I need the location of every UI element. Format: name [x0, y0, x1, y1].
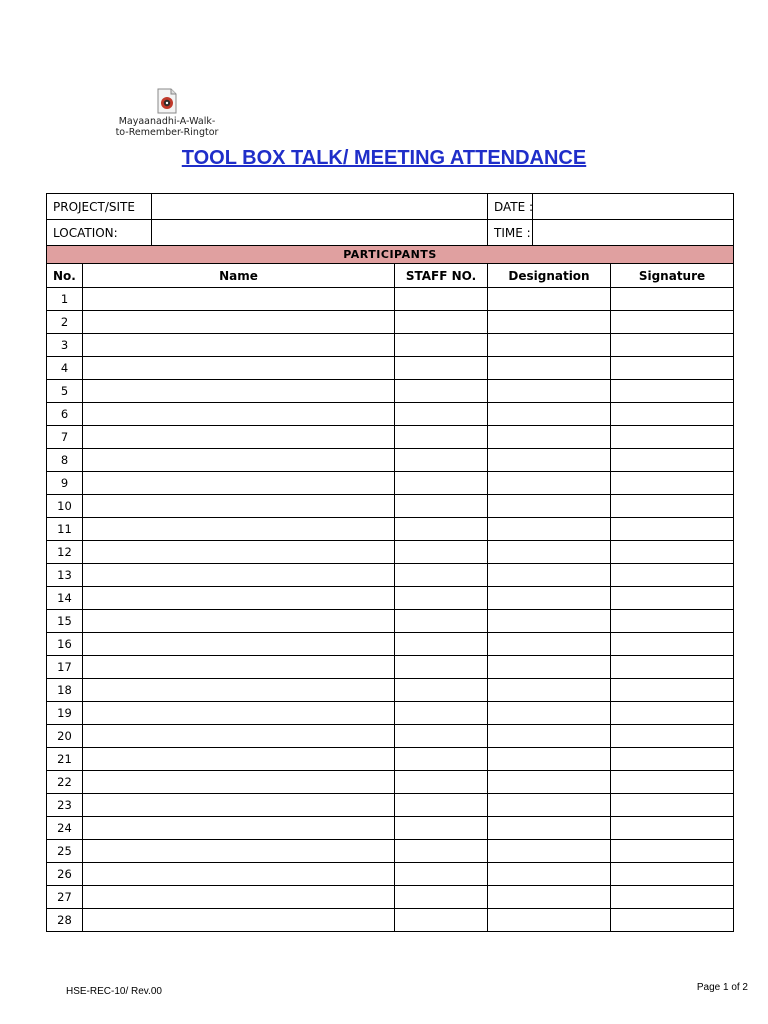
- designation-cell[interactable]: [488, 495, 611, 518]
- table-row: [47, 679, 734, 702]
- col-header-staff-no: STAFF NO.: [395, 264, 488, 288]
- name-cell[interactable]: [83, 449, 395, 472]
- col-header-signature: Signature: [611, 264, 734, 288]
- designation-cell[interactable]: [488, 587, 611, 610]
- attendance-table: [46, 193, 734, 932]
- name-cell[interactable]: [83, 541, 395, 564]
- row-number: 18: [47, 679, 83, 702]
- staff-no-cell[interactable]: [395, 817, 488, 840]
- table-row: [47, 771, 734, 794]
- staff-no-cell[interactable]: [395, 886, 488, 909]
- column-header-row: [47, 264, 734, 288]
- staff-no-cell[interactable]: [395, 403, 488, 426]
- table-row: [47, 840, 734, 863]
- table-row: [47, 403, 734, 426]
- name-cell[interactable]: [83, 748, 395, 771]
- col-header-name: Name: [83, 264, 395, 288]
- signature-cell[interactable]: [611, 518, 734, 541]
- designation-cell[interactable]: [488, 748, 611, 771]
- row-number: 15: [47, 610, 83, 633]
- audio-file-icon: [156, 88, 178, 114]
- staff-no-cell[interactable]: [395, 564, 488, 587]
- designation-cell[interactable]: [488, 518, 611, 541]
- date-label: DATE :: [488, 194, 533, 220]
- name-cell[interactable]: [83, 518, 395, 541]
- row-number: 14: [47, 587, 83, 610]
- row-number: 16: [47, 633, 83, 656]
- page-number: Page 1 of 2: [696, 982, 748, 993]
- designation-cell[interactable]: [488, 472, 611, 495]
- name-cell[interactable]: [83, 495, 395, 518]
- staff-no-cell[interactable]: [395, 656, 488, 679]
- row-number: 3: [47, 334, 83, 357]
- designation-cell[interactable]: [488, 771, 611, 794]
- staff-no-cell[interactable]: [395, 633, 488, 656]
- designation-cell[interactable]: [488, 840, 611, 863]
- signature-cell[interactable]: [611, 449, 734, 472]
- row-number: 7: [47, 426, 83, 449]
- table-row: [47, 817, 734, 840]
- designation-cell[interactable]: [488, 288, 611, 311]
- staff-no-cell[interactable]: [395, 679, 488, 702]
- table-row: [47, 288, 734, 311]
- table-row: [47, 449, 734, 472]
- staff-no-cell[interactable]: [395, 909, 488, 932]
- table-row: [47, 725, 734, 748]
- row-number: 11: [47, 518, 83, 541]
- name-cell[interactable]: [83, 679, 395, 702]
- name-cell[interactable]: [83, 633, 395, 656]
- signature-cell[interactable]: [611, 817, 734, 840]
- name-cell[interactable]: [83, 840, 395, 863]
- table-row: [47, 794, 734, 817]
- signature-cell[interactable]: [611, 702, 734, 725]
- staff-no-cell[interactable]: [395, 288, 488, 311]
- signature-cell[interactable]: [611, 794, 734, 817]
- signature-cell[interactable]: [611, 725, 734, 748]
- designation-cell[interactable]: [488, 449, 611, 472]
- signature-cell[interactable]: [611, 886, 734, 909]
- row-number: 17: [47, 656, 83, 679]
- attachment[interactable]: [112, 88, 222, 138]
- time-field[interactable]: [533, 220, 734, 246]
- location-field[interactable]: [152, 220, 488, 246]
- staff-no-cell[interactable]: [395, 587, 488, 610]
- name-cell[interactable]: [83, 817, 395, 840]
- name-cell[interactable]: [83, 909, 395, 932]
- signature-cell[interactable]: [611, 334, 734, 357]
- row-number: 9: [47, 472, 83, 495]
- name-cell[interactable]: [83, 426, 395, 449]
- table-row: [47, 495, 734, 518]
- staff-no-cell[interactable]: [395, 702, 488, 725]
- row-number: 5: [47, 380, 83, 403]
- row-number: 28: [47, 909, 83, 932]
- staff-no-cell[interactable]: [395, 771, 488, 794]
- designation-cell[interactable]: [488, 633, 611, 656]
- name-cell[interactable]: [83, 587, 395, 610]
- row-number: 23: [47, 794, 83, 817]
- table-row: [47, 380, 734, 403]
- signature-cell[interactable]: [611, 288, 734, 311]
- table-row: [47, 587, 734, 610]
- col-header-no: No.: [47, 264, 83, 288]
- table-row: [47, 633, 734, 656]
- designation-cell[interactable]: [488, 794, 611, 817]
- table-row: [47, 886, 734, 909]
- doc-code: HSE-REC-10/ Rev.00: [66, 986, 162, 997]
- name-cell[interactable]: [83, 380, 395, 403]
- designation-cell[interactable]: [488, 403, 611, 426]
- name-cell[interactable]: [83, 288, 395, 311]
- staff-no-cell[interactable]: [395, 518, 488, 541]
- table-row: [47, 702, 734, 725]
- designation-cell[interactable]: [488, 725, 611, 748]
- table-row: [47, 610, 734, 633]
- page-title: TOOL BOX TALK/ MEETING ATTENDANCE: [181, 147, 587, 169]
- designation-cell[interactable]: [488, 886, 611, 909]
- attachment-caption-line1: Mayaanadhi-A-Walk-: [118, 116, 216, 127]
- signature-cell[interactable]: [611, 909, 734, 932]
- time-label: TIME :: [488, 220, 533, 246]
- staff-no-cell[interactable]: [395, 725, 488, 748]
- staff-no-cell[interactable]: [395, 748, 488, 771]
- table-row: [47, 541, 734, 564]
- project-field[interactable]: [152, 194, 488, 220]
- signature-cell[interactable]: [611, 748, 734, 771]
- row-number: 6: [47, 403, 83, 426]
- participants-header-row: [47, 246, 734, 264]
- info-row-location: [47, 220, 734, 246]
- table-row: [47, 564, 734, 587]
- name-cell[interactable]: [83, 771, 395, 794]
- row-number: 27: [47, 886, 83, 909]
- row-number: 1: [47, 288, 83, 311]
- designation-cell[interactable]: [488, 334, 611, 357]
- designation-cell[interactable]: [488, 357, 611, 380]
- table-row: [47, 656, 734, 679]
- signature-cell[interactable]: [611, 472, 734, 495]
- col-header-designation: Designation: [488, 264, 611, 288]
- staff-no-cell[interactable]: [395, 541, 488, 564]
- staff-no-cell[interactable]: [395, 794, 488, 817]
- name-cell[interactable]: [83, 610, 395, 633]
- row-number: 26: [47, 863, 83, 886]
- signature-cell[interactable]: [611, 403, 734, 426]
- row-number: 25: [47, 840, 83, 863]
- designation-cell[interactable]: [488, 679, 611, 702]
- staff-no-cell[interactable]: [395, 357, 488, 380]
- staff-no-cell[interactable]: [395, 334, 488, 357]
- row-number: 21: [47, 748, 83, 771]
- table-row: [47, 909, 734, 932]
- table-row: [47, 472, 734, 495]
- row-number: 24: [47, 817, 83, 840]
- staff-no-cell[interactable]: [395, 610, 488, 633]
- table-row: [47, 311, 734, 334]
- staff-no-cell[interactable]: [395, 380, 488, 403]
- attachment-caption-line2: to-Remember-Ringtor: [115, 127, 219, 138]
- name-cell[interactable]: [83, 886, 395, 909]
- staff-no-cell[interactable]: [395, 840, 488, 863]
- signature-cell[interactable]: [611, 564, 734, 587]
- table-row: [47, 357, 734, 380]
- staff-no-cell[interactable]: [395, 472, 488, 495]
- designation-cell[interactable]: [488, 817, 611, 840]
- signature-cell[interactable]: [611, 357, 734, 380]
- signature-cell[interactable]: [611, 426, 734, 449]
- staff-no-cell[interactable]: [395, 449, 488, 472]
- designation-cell[interactable]: [488, 541, 611, 564]
- name-cell[interactable]: [83, 702, 395, 725]
- signature-cell[interactable]: [611, 610, 734, 633]
- table-row: [47, 334, 734, 357]
- name-cell[interactable]: [83, 403, 395, 426]
- name-cell[interactable]: [83, 794, 395, 817]
- attachment-caption: [112, 116, 222, 138]
- name-cell[interactable]: [83, 357, 395, 380]
- row-number: 22: [47, 771, 83, 794]
- row-number: 20: [47, 725, 83, 748]
- designation-cell[interactable]: [488, 909, 611, 932]
- row-number: 8: [47, 449, 83, 472]
- designation-cell[interactable]: [488, 702, 611, 725]
- row-number: 4: [47, 357, 83, 380]
- row-number: 2: [47, 311, 83, 334]
- participant-rows: [47, 288, 734, 932]
- project-label: PROJECT/SITE: [47, 194, 152, 220]
- signature-cell[interactable]: [611, 311, 734, 334]
- designation-cell[interactable]: [488, 610, 611, 633]
- designation-cell[interactable]: [488, 380, 611, 403]
- signature-cell[interactable]: [611, 633, 734, 656]
- designation-cell[interactable]: [488, 863, 611, 886]
- participants-header: PARTICIPANTS: [47, 246, 734, 264]
- signature-cell[interactable]: [611, 541, 734, 564]
- staff-no-cell[interactable]: [395, 426, 488, 449]
- name-cell[interactable]: [83, 334, 395, 357]
- staff-no-cell[interactable]: [395, 863, 488, 886]
- location-label: LOCATION:: [47, 220, 152, 246]
- table-row: [47, 518, 734, 541]
- designation-cell[interactable]: [488, 656, 611, 679]
- signature-cell[interactable]: [611, 679, 734, 702]
- row-number: 19: [47, 702, 83, 725]
- table-row: [47, 426, 734, 449]
- signature-cell[interactable]: [611, 495, 734, 518]
- signature-cell[interactable]: [611, 863, 734, 886]
- signature-cell[interactable]: [611, 380, 734, 403]
- row-number: 12: [47, 541, 83, 564]
- name-cell[interactable]: [83, 564, 395, 587]
- name-cell[interactable]: [83, 863, 395, 886]
- designation-cell[interactable]: [488, 311, 611, 334]
- info-row-project: [47, 194, 734, 220]
- signature-cell[interactable]: [611, 840, 734, 863]
- row-number: 10: [47, 495, 83, 518]
- staff-no-cell[interactable]: [395, 495, 488, 518]
- name-cell[interactable]: [83, 311, 395, 334]
- signature-cell[interactable]: [611, 771, 734, 794]
- signature-cell[interactable]: [611, 656, 734, 679]
- name-cell[interactable]: [83, 656, 395, 679]
- table-row: [47, 748, 734, 771]
- name-cell[interactable]: [83, 472, 395, 495]
- name-cell[interactable]: [83, 725, 395, 748]
- staff-no-cell[interactable]: [395, 311, 488, 334]
- table-row: [47, 863, 734, 886]
- row-number: 13: [47, 564, 83, 587]
- signature-cell[interactable]: [611, 587, 734, 610]
- designation-cell[interactable]: [488, 564, 611, 587]
- designation-cell[interactable]: [488, 426, 611, 449]
- date-field[interactable]: [533, 194, 734, 220]
